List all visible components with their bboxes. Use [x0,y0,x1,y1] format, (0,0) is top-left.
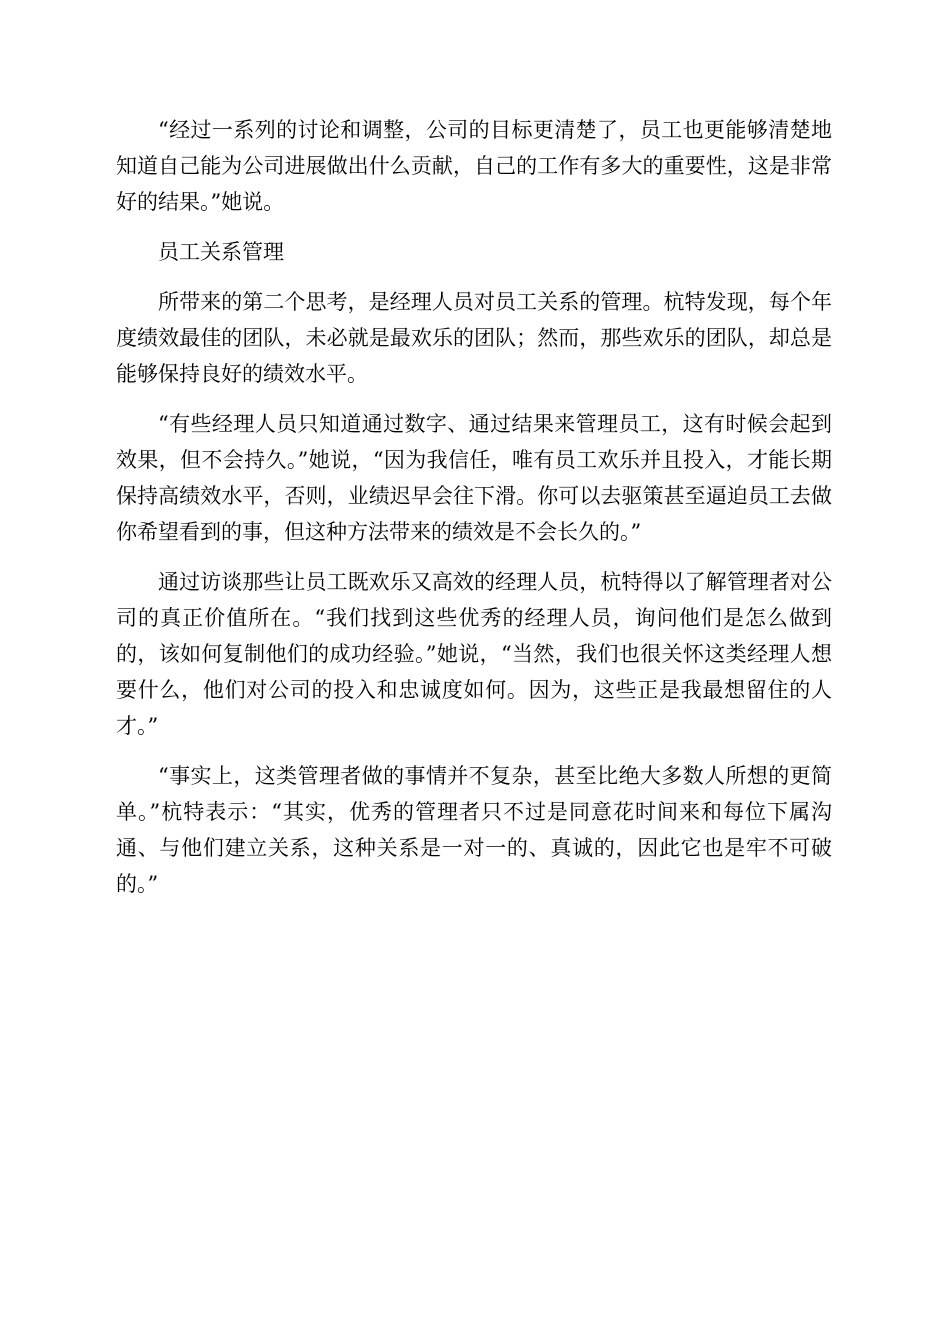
paragraph-2: 所带来的第二个思考，是经理人员对员工关系的管理。杭特发现，每个年度绩效最佳的团队，未必就是最欢乐的团队；然而，那些欢乐的团队，却总是能够保持良好的绩效水平。 [116,290,832,386]
section-heading: 员工关系管理 [158,240,284,264]
document-page [116,112,832,902]
paragraph-5: “事实上，这类管理者做的事情并不复杂，甚至比绝大多数人所想的更简单。”杭特表示：“其实，优秀的管理者只不过是同意花时间来和每位下属沟通、与他们建立关系，这种关系是一对一的、真诚的，因此它也是牢不可破的。” [116,764,832,896]
paragraph-3: “有些经理人员只知道通过数字、通过结果来管理员工，这有时候会起到效果，但不会持久。”她说，“因为我信任，唯有员工欢乐并且投入，才能长期保持高绩效水平，否则，业绩迟早会往下滑。你可以去驱策甚至逼迫员工去做你希望看到的事，但这种方法带来的绩效是不会长久的。” [116,412,832,544]
paragraph-1: “经过一系列的讨论和调整，公司的目标更清楚了，员工也更能够清楚地知道自己能为公司进展做出什么贡献，自己的工作有多大的重要性，这是非常好的结果。”她说。 [116,118,832,214]
paragraph-4: 通过访谈那些让员工既欢乐又高效的经理人员，杭特得以了解管理者对公司的真正价值所在。“我们找到这些优秀的经理人员，询问他们是怎么做到的，该如何复制他们的成功经验。”她说，“当然，我们也很关怀这类经理人想要什么，他们对公司的投入和忠诚度如何。因为，这些正是我最想留住的人才。” [116,570,832,738]
